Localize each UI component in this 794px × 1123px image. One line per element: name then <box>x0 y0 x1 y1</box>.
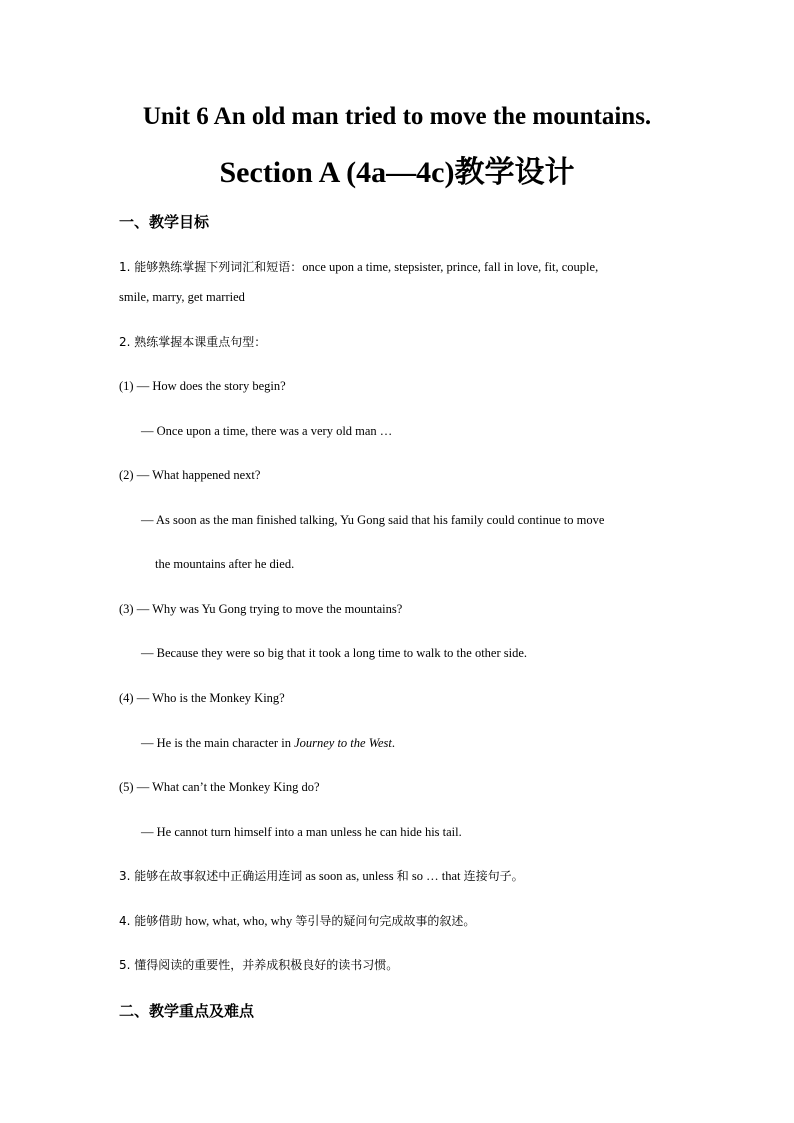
objective-3 <box>119 867 524 885</box>
objective-3-so-that: so … that <box>408 869 464 883</box>
dialog-1-question: (1) — How does the story begin? <box>119 379 286 393</box>
objective-3-post: 连接句子。 <box>463 869 524 883</box>
objective-1-text: once upon a time, stepsister, prince, fall in love, fit, couple, <box>302 260 599 274</box>
objective-4 <box>119 912 475 930</box>
objective-3-conjunctions: as soon as, unless <box>302 869 397 883</box>
dialog-5-question: (5) — What can’t the Monkey King do? <box>119 780 320 794</box>
dialog-2-answer-continued: the mountains after he died. <box>155 557 295 571</box>
dialog-4-answer-pre: — He is the main character in <box>141 736 295 750</box>
dialog-2-question: (2) — What happened next? <box>119 468 261 482</box>
objective-4-words: how, what, who, why <box>182 914 296 928</box>
objective-1 <box>119 258 598 276</box>
dialog-4-answer-post: . <box>391 736 395 750</box>
objective-4-pre: 4. 能够借助 <box>119 914 183 928</box>
book-title: Journey to the West <box>294 736 392 750</box>
objective-3-pre: 3. 能够在故事叙述中正确运用连词 <box>119 869 303 883</box>
section-title: Section A (4a—4c)教学设计 <box>219 156 575 189</box>
dialog-3-question: (3) — Why was Yu Gong trying to move the mountains? <box>119 602 403 616</box>
dialog-2-answer: — As soon as the man finished talking, Yu Gong said that his family could continue to move <box>141 513 605 527</box>
dialog-5-answer: — He cannot turn himself into a man unless he can hide his tail. <box>141 825 462 839</box>
dialog-1-answer: — Once upon a time, there was a very old man … <box>141 424 393 438</box>
objective-5 <box>119 956 398 974</box>
objective-1-label: 1. 能够熟练掌握下列词汇和短语： <box>119 260 303 274</box>
dialog-4-answer <box>141 734 395 752</box>
dialog-4-question: (4) — Who is the Monkey King? <box>119 691 285 705</box>
objective-4-post: 等引导的疑问句完成故事的叙述。 <box>295 914 476 928</box>
dialog-3-answer: — Because they were so big that it took a long time to walk to the other side. <box>141 646 528 660</box>
heading-teaching-objectives: 一、教学目标 <box>119 213 210 231</box>
objective-2 <box>119 333 266 351</box>
heading-key-points: 二、教学重点及难点 <box>119 1002 255 1020</box>
objective-1-continued: smile, marry, get married <box>119 290 245 304</box>
objective-5-text: 5. 懂得阅读的重要性，并养成积极良好的读书习惯。 <box>119 958 399 972</box>
unit-title: Unit 6 An old man tried to move the mountains. <box>142 103 652 130</box>
objective-3-and: 和 <box>396 869 409 883</box>
objective-2-label: 2. 熟练掌握本课重点句型： <box>119 335 267 349</box>
